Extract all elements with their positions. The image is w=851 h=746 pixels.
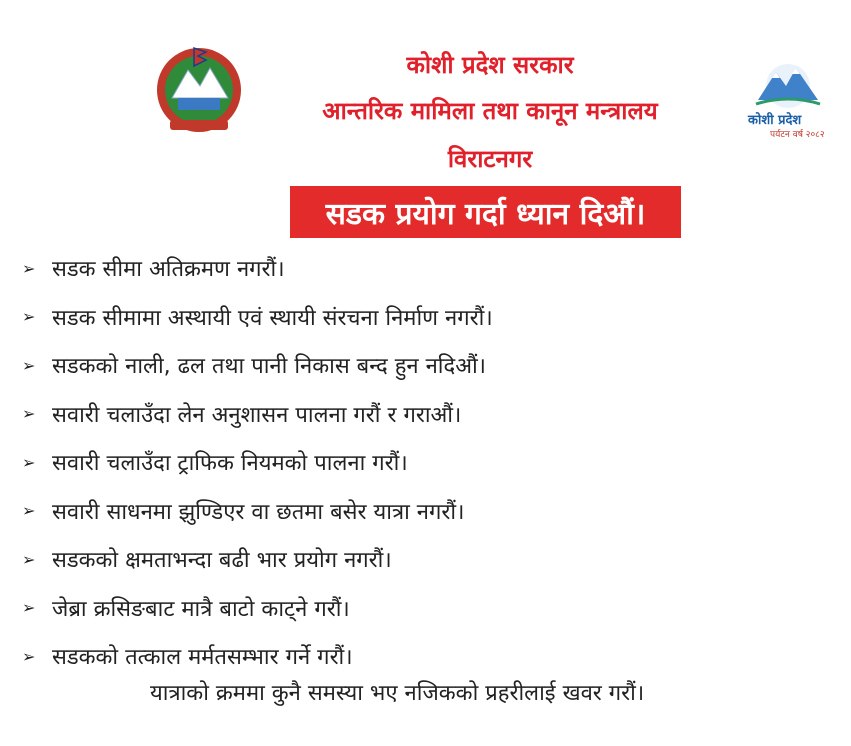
list-item xyxy=(22,584,493,633)
header-province-government: कोशी प्रदेश सरकार xyxy=(406,51,574,79)
footer-note: यात्राको क्रममा कुनै समस्या भए नजिकको प्रहरीलाई खवर गरौं। xyxy=(150,681,645,706)
header-ministry: आन्तरिक मामिला तथा कानून मन्त्रालय xyxy=(322,97,658,125)
rule-text: सडकको नाली, ढल तथा पानी निकास बन्द हुन नदिऔं। xyxy=(52,354,487,380)
list-item xyxy=(22,293,493,342)
rule-text: सडकको तत्काल मर्मतसम्भार गर्ने गरौं। xyxy=(52,645,353,671)
bullet-arrow-icon: ➢ xyxy=(22,258,36,278)
rule-text: सडक सीमामा अस्थायी एवं स्थायी संरचना निर्माण नगरौं। xyxy=(52,305,493,331)
list-item xyxy=(22,341,493,390)
rules-list xyxy=(22,244,493,681)
header-city: विराटनगर xyxy=(447,145,533,173)
list-item xyxy=(22,244,493,293)
bullet-arrow-icon: ➢ xyxy=(22,598,36,618)
rule-text: सडक सीमा अतिक्रमण नगरौं। xyxy=(52,257,285,283)
list-item xyxy=(22,438,493,487)
list-item xyxy=(22,632,493,681)
rule-text: सवारी चलाउँदा ट्राफिक नियमको पालना गरौं। xyxy=(52,451,408,477)
list-item xyxy=(22,487,493,536)
bullet-arrow-icon: ➢ xyxy=(22,646,36,666)
rule-text: सवारी साधनमा झुण्डिएर वा छतमा बसेर यात्रा नगरौं। xyxy=(52,499,465,525)
rule-text: सवारी चलाउँदा लेन अनुशासन पालना गरौं र गराऔं। xyxy=(52,402,462,428)
nepal-emblem-icon xyxy=(148,40,250,136)
bullet-arrow-icon: ➢ xyxy=(22,404,36,424)
bullet-arrow-icon: ➢ xyxy=(22,452,36,472)
title-banner: सडक प्रयोग गर्दा ध्यान दिऔं। xyxy=(290,186,681,238)
rule-text: जेब्रा क्रसिङबाट मात्रै बाटो काट्ने गरौं। xyxy=(52,596,350,622)
bullet-arrow-icon: ➢ xyxy=(22,549,36,569)
bullet-arrow-icon: ➢ xyxy=(22,355,36,375)
rule-text: सडकको क्षमताभन्दा बढी भार प्रयोग नगरौं। xyxy=(52,548,392,574)
brand-name: कोशी प्रदेश xyxy=(748,113,802,128)
bullet-arrow-icon: ➢ xyxy=(22,501,36,521)
bullet-arrow-icon: ➢ xyxy=(22,307,36,327)
list-item xyxy=(22,535,493,584)
brand-subtitle: पर्यटन वर्ष २०८२ xyxy=(770,130,825,140)
list-item xyxy=(22,390,493,439)
